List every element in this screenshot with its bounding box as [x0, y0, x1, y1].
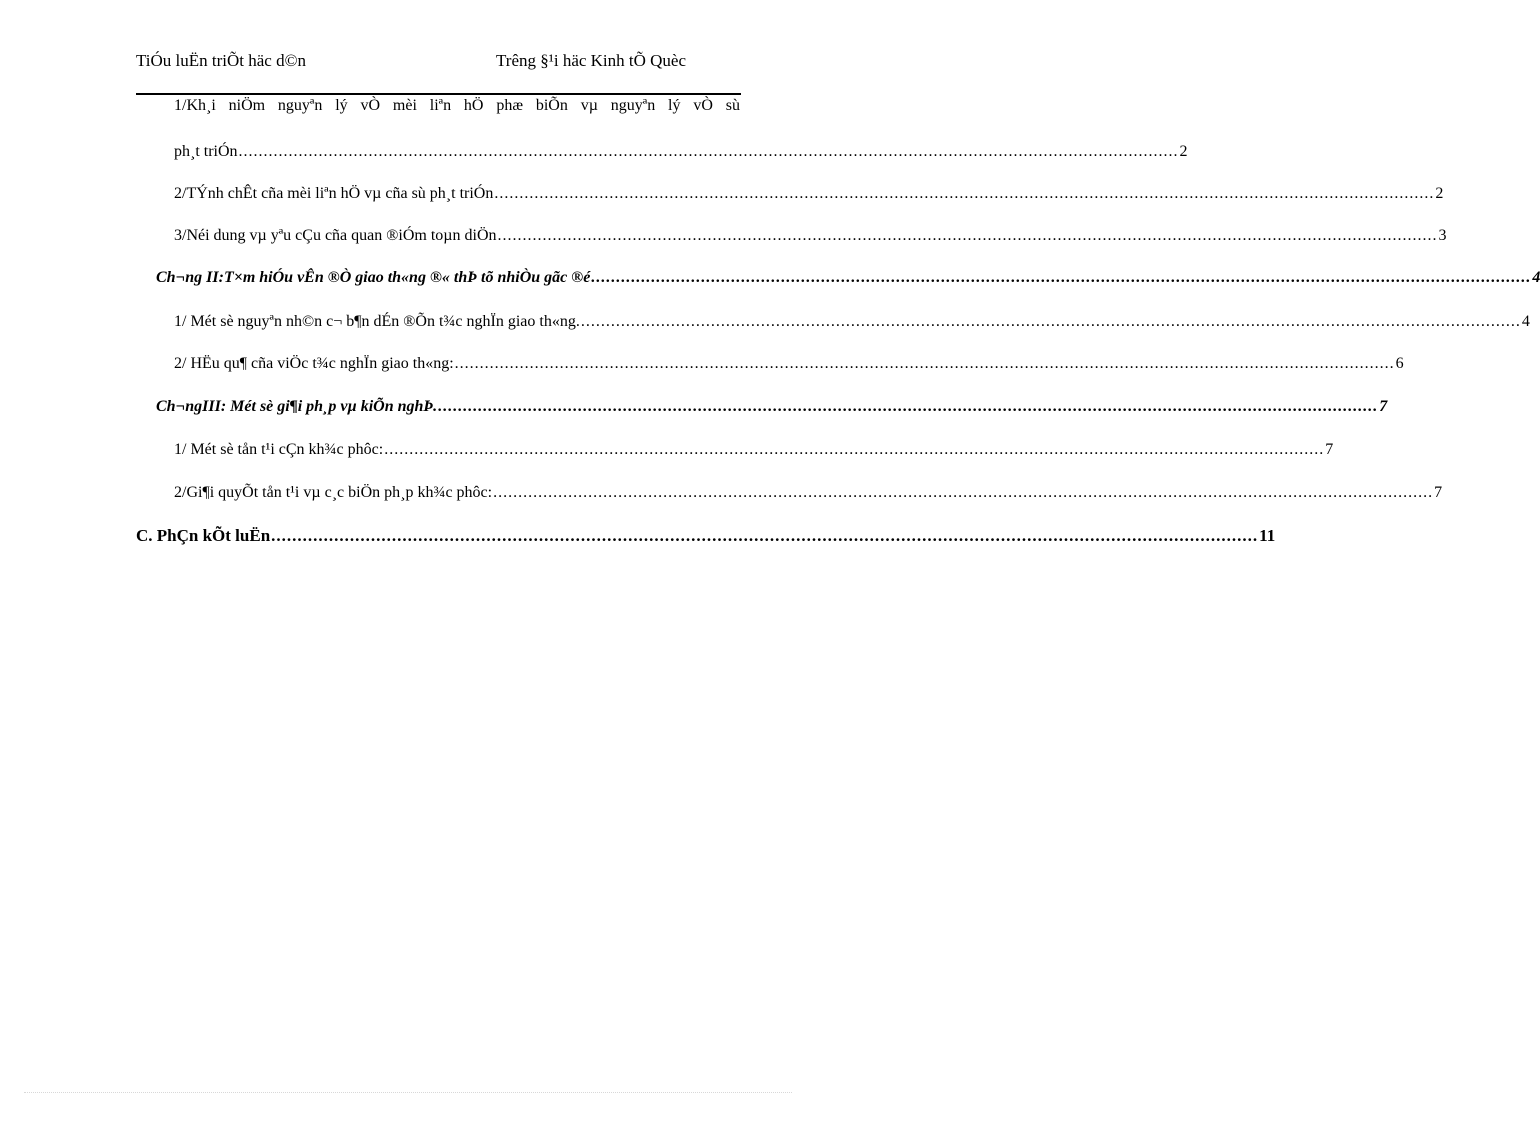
toc-item-3[interactable]	[174, 226, 1447, 246]
toc-item-6[interactable]	[174, 440, 1334, 460]
toc-item-4-text: 1/ Mét sè nguyªn nh©n c¬ b¶n dÉn ®Õn t¾c nghÏn giao th«ng.	[174, 313, 580, 330]
toc-item-6-page: 7	[1325, 441, 1334, 458]
toc-chapter-3-text: Ch¬ngIII: Mét sè gi¶i ph¸p vµ kiÕn nghÞ.	[156, 398, 438, 415]
toc-item-6-text: 1/ Mét sè tån t¹i cÇn kh¾c phôc:	[174, 441, 384, 458]
toc-item-1[interactable]	[174, 142, 1188, 162]
toc-chapter-2-page: 4	[1532, 269, 1540, 286]
header-right-title: Trêng §¹i häc Kinh tÕ Quèc	[496, 51, 687, 70]
toc-leader-dots: ............................................................................................................................................................................................	[497, 227, 1438, 244]
toc-chapter-3[interactable]	[156, 397, 1388, 417]
toc-item-1-line-2: ph¸t triÓn	[174, 143, 238, 160]
toc-item-7-page: 7	[1434, 484, 1443, 501]
toc-item-1-page: 2	[1179, 143, 1188, 160]
toc-item-5[interactable]	[174, 354, 1404, 374]
toc-item-7-text: 2/Gi¶i quyÕt tån t¹i vµ c¸c biÖn ph¸p kh¾c phôc:	[174, 484, 493, 501]
toc-leader-dots: ............................................................................................................................................................................................	[580, 313, 1521, 330]
header-left-title: TiÓu luËn triÕt häc d©n	[136, 51, 307, 70]
toc-leader-dots: ............................................................................................................................................................................................	[494, 185, 1435, 202]
toc-item-3-page: 3	[1438, 227, 1447, 244]
toc-item-1-line-1: 1/Kh¸i niÖm nguyªn lý vÒ mèi liªn hÖ phæ biÕn vµ nguyªn lý vÒ sù	[174, 97, 740, 114]
toc-item-5-page: 6	[1395, 355, 1404, 372]
toc-chapter-3-page: 7	[1379, 398, 1388, 415]
toc-item-2-text: 2/TÝnh chÊt cña mèi liªn hÖ vµ cña sù ph¸t triÓn	[174, 185, 494, 202]
toc-part-c[interactable]	[136, 526, 1276, 546]
toc-item-2-page: 2	[1435, 185, 1444, 202]
toc-leader-dots: ............................................................................................................................................................................................	[591, 269, 1532, 286]
toc-chapter-2[interactable]	[156, 268, 1540, 288]
toc-item-3-text: 3/Néi dung vµ yªu cÇu cña quan ®iÓm toµn diÖn	[174, 227, 497, 244]
toc-leader-dots: ............................................................................................................................................................................................	[271, 526, 1259, 545]
toc-part-c-page: 11	[1259, 526, 1276, 545]
toc-leader-dots: ............................................................................................................................................................................................	[493, 484, 1434, 501]
toc-part-c-text: C. PhÇn kÕt luËn	[136, 526, 271, 545]
toc-item-4-page: 4	[1521, 313, 1530, 330]
header-rule	[136, 93, 741, 95]
toc-item-7[interactable]	[174, 483, 1443, 503]
page-bottom-divider	[24, 1092, 792, 1093]
toc-item-5-text: 2/ HËu qu¶ cña viÖc t¾c nghÏn giao th«ng:	[174, 355, 454, 372]
toc-leader-dots: ............................................................................................................................................................................................	[384, 441, 1325, 458]
toc-item-4[interactable]	[174, 312, 1530, 332]
toc-leader-dots: ............................................................................................................................................................................................	[238, 143, 1179, 160]
toc-item-2[interactable]	[174, 184, 1444, 204]
toc-leader-dots: ............................................................................................................................................................................................	[454, 355, 1395, 372]
toc-leader-dots: ............................................................................................................................................................................................	[438, 398, 1379, 415]
toc-chapter-2-text: Ch¬ng II:T×m hiÓu vÊn ®Ò giao th«ng ®« thÞ tõ nhiÒu gãc ®é	[156, 269, 591, 286]
